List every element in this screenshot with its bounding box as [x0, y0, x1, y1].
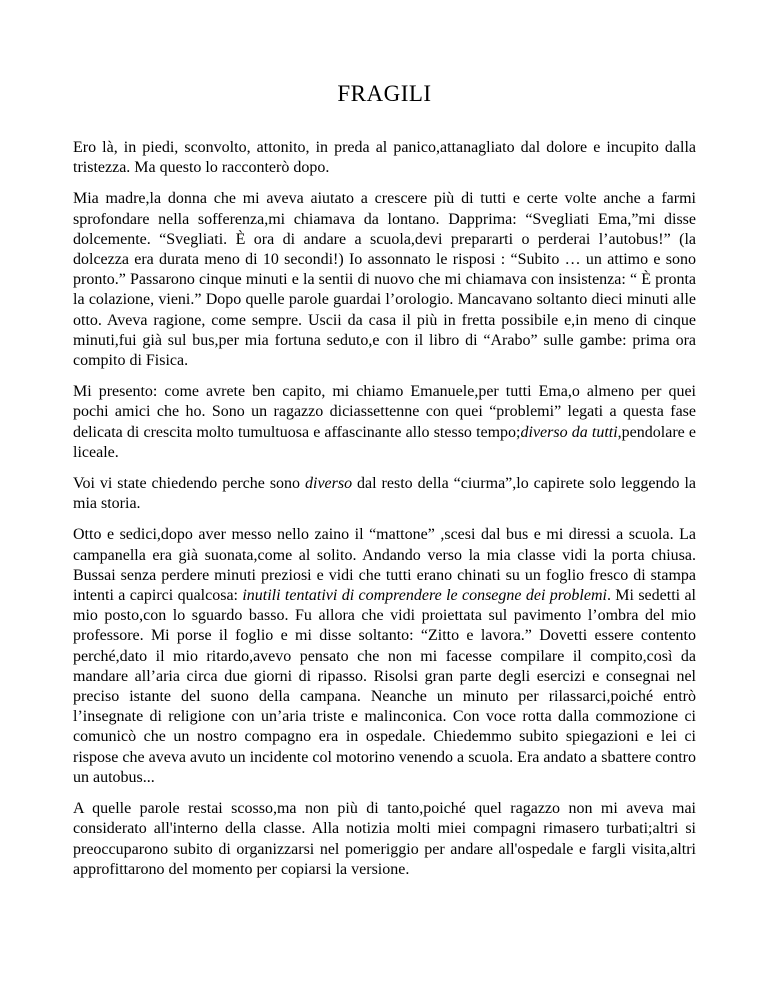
paragraph-6: A quelle parole restai scosso,ma non più di tanto,poiché quel ragazzo non mi aveva mai considerato all'interno della classe. Alla notizia molti miei compagni rimasero turbati;altri si preoccuparono subito di organizzarsi nel pomeriggio per andare all'ospedale e fargli visita,altri approfittarono del momento per copiarsi la versione.: [73, 800, 696, 878]
paragraph-2: Mia madre,la donna che mi aveva aiutato a crescere più di tutti e certe volte anche a farmi sprofondare nella sofferenza,mi chiamava da lontano. Dapprima: “Svegliati Ema,”mi disse dolcemente. “Svegliati. È ora di andare a scuola,devi prepararti o perderai l’autobus!” (la dolcezza era durata meno di 10 secondi!) Io assonnato le risposi : “Subito … un attimo e sono pronto.” Passarono cinque minuti e la sentii di nuovo che mi chiamava con insistenza: “ È pronta la colazione, vieni.” Dopo quelle parole guardai l’orologio. Mancavano soltanto dieci minuti alle otto. Aveva ragione, come sempre. Uscii da casa il più in fretta possibile e,in meno di cinque minuti,fui già sul bus,per mia fortuna seduto,e con il libro di “Arabo” sulle gambe: prima ora compito di Fisica.: [73, 190, 696, 370]
paragraph-3-text-b: ,pendolare e liceale.: [73, 423, 696, 461]
paragraph-4-emphasis: diverso: [305, 475, 353, 493]
document-title: FRAGILI: [337, 81, 432, 106]
paragraph-4: [73, 474, 696, 514]
paragraph-5-emphasis: inutili tentativi di comprendere le consegne dei problemi: [242, 587, 607, 605]
paragraph-3-emphasis: diverso da tutti: [520, 423, 618, 441]
paragraph-3: [73, 382, 696, 463]
paragraph-1: Ero là, in piedi, sconvolto, attonito, in preda al panico,attanagliato dal dolore e incupito dalla tristezza. Ma questo lo racconterò dopo.: [73, 139, 696, 177]
paragraph-5-text-b: . Mi sedetti al mio posto,con lo sguardo basso. Fu allora che vidi proiettata sul pavimento l’ombra del mio professore. Mi porse il foglio e mi disse soltanto: “Zitto e lavora.” Dovetti essere contento perché,dato il mio ritardo,avevo pensato che non mi facesse compilare il compito,così da mandare all’aria circa due giorni di ripasso. Risolsi gran parte degli esercizi e consegnai nel preciso istante del suono della campana. Neanche un minuto per rilassarci,poiché entrò l’insegnate di religione con un’aria triste e malinconica. Con voce rotta dalla commozione ci comunicò che un nostro compagno era in ospedale. Chiedemmo subito spiegazioni e lei ci rispose che aveva avuto un incidente col motorino venendo a scuola. Era andato a sbattere contro un autobus...: [73, 587, 696, 786]
paragraph-4-text-b: dal resto della “ciurma”,lo capirete solo leggendo la mia storia.: [73, 475, 696, 513]
paragraph-5-text-a: Otto e sedici,dopo aver messo nello zaino il “mattone” ,scesi dal bus e mi diressi a scuola. La campanella era già suonata,come al solito. Andando verso la mia classe vidi la porta chiusa. Bussai senza perdere minuti preziosi e vidi che tutti erano chinati su un foglio fresco di stampa intenti a capirci qualcosa:: [73, 526, 696, 605]
paragraph-4-text-a: Voi vi state chiedendo perche sono: [73, 475, 305, 493]
paragraph-5: [73, 525, 696, 788]
paragraph-3-text-a: Mi presento: come avrete ben capito, mi chiamo Emanuele,per tutti Ema,o almeno per quei pochi amici che ho. Sono un ragazzo diciassettenne con quei “problemi” legati a questa fase delicata di crescita molto tumultuosa e affascinante allo stesso tempo;: [73, 383, 696, 441]
